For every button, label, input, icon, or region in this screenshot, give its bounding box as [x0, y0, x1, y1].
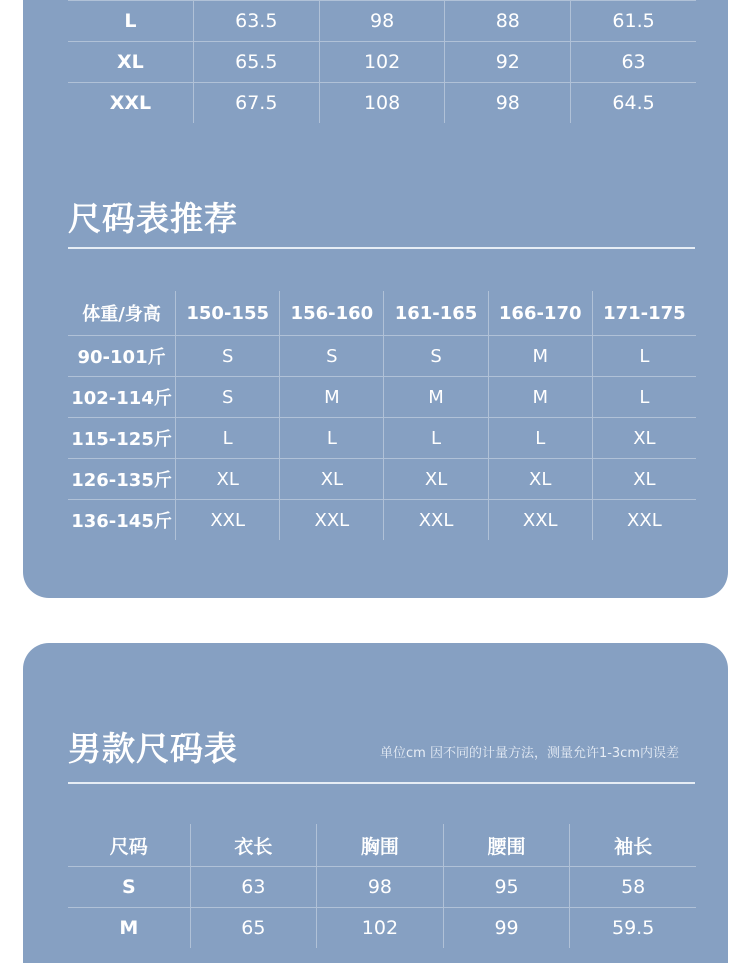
mens-size-card	[23, 643, 728, 963]
table-cell: XL	[592, 418, 696, 459]
header-cell: 尺码	[109, 835, 148, 858]
table-cell: S	[280, 336, 384, 377]
table-cell: 65	[190, 908, 317, 949]
header-cell: 156-160	[280, 291, 384, 336]
table-cell: M	[384, 377, 488, 418]
table-cell: L	[280, 418, 384, 459]
measurement-note: 单位cm 因不同的计量方法，测量允许1-3cm内误差	[380, 746, 679, 761]
mens-size-table	[68, 824, 696, 948]
table-row	[68, 1, 696, 42]
table-cell: 64.5	[571, 83, 696, 124]
size-cell: S	[121, 876, 136, 898]
table-row	[68, 459, 696, 500]
table-cell: 102	[319, 42, 445, 83]
size-cell: L	[124, 10, 137, 32]
table-header-row	[68, 291, 696, 336]
table-row	[68, 867, 696, 908]
table-cell: 63.5	[193, 1, 319, 42]
table-cell: L	[592, 377, 696, 418]
size-cell: M	[119, 917, 139, 939]
table-cell: 99	[443, 908, 570, 949]
table-cell: 98	[319, 1, 445, 42]
table-cell: 67.5	[193, 83, 319, 124]
header-cell: 171-175	[592, 291, 696, 336]
header-cell: 胸围	[317, 824, 444, 867]
table-cell: XXL	[280, 500, 384, 541]
table-row	[68, 42, 696, 83]
table-cell: L	[384, 418, 488, 459]
size-cell: XL	[117, 51, 144, 73]
size-cell: XXL	[109, 92, 152, 114]
table-cell: 88	[445, 1, 571, 42]
table-cell: XXL	[384, 500, 488, 541]
header-cell: 袖长	[570, 824, 696, 867]
size-card-top	[23, 0, 728, 598]
table-cell: XL	[176, 459, 280, 500]
table-cell: 95	[443, 867, 570, 908]
table-cell: 92	[445, 42, 571, 83]
table-row	[68, 418, 696, 459]
table-cell: S	[384, 336, 488, 377]
table-row	[68, 377, 696, 418]
table-cell: 63	[571, 42, 696, 83]
table-cell: 102	[317, 908, 444, 949]
title-divider	[68, 247, 695, 249]
table-cell: L	[176, 418, 280, 459]
table-cell: 98	[317, 867, 444, 908]
table-cell: XL	[280, 459, 384, 500]
table-cell: XL	[488, 459, 592, 500]
table-cell: XXL	[176, 500, 280, 541]
size-table-partial	[68, 0, 696, 123]
recommend-table	[68, 291, 696, 540]
table-cell: 108	[319, 83, 445, 124]
table-cell: XL	[592, 459, 696, 500]
table-row	[68, 500, 696, 541]
table-row	[68, 336, 696, 377]
recommend-title: 尺码表推荐	[68, 199, 238, 238]
table-cell: 63	[190, 867, 317, 908]
weight-cell: 136-145斤	[71, 511, 172, 532]
header-cell: 166-170	[488, 291, 592, 336]
table-cell: 58	[570, 867, 696, 908]
table-cell: 59.5	[570, 908, 696, 949]
table-cell: L	[488, 418, 592, 459]
table-row	[68, 83, 696, 124]
header-cell: 161-165	[384, 291, 488, 336]
table-cell: M	[488, 377, 592, 418]
weight-cell: 126-135斤	[71, 470, 172, 491]
table-cell: XXL	[488, 500, 592, 541]
table-cell: M	[280, 377, 384, 418]
table-cell: 98	[445, 83, 571, 124]
table-cell: XL	[384, 459, 488, 500]
header-cell: 衣长	[190, 824, 317, 867]
table-cell: S	[176, 336, 280, 377]
header-cell: 腰围	[443, 824, 570, 867]
table-row	[68, 908, 696, 949]
table-header-row	[68, 824, 696, 867]
table-cell: S	[176, 377, 280, 418]
table-cell: L	[592, 336, 696, 377]
table-cell: XXL	[592, 500, 696, 541]
table-cell: M	[488, 336, 592, 377]
table-cell: 65.5	[193, 42, 319, 83]
header-cell: 150-155	[176, 291, 280, 336]
title-divider	[68, 782, 695, 784]
mens-title: 男款尺码表	[68, 729, 238, 768]
weight-cell: 115-125斤	[71, 429, 172, 450]
header-cell: 体重/身高	[82, 304, 161, 325]
table-cell: 61.5	[571, 1, 696, 42]
weight-cell: 90-101斤	[77, 347, 166, 368]
weight-cell: 102-114斤	[71, 388, 172, 409]
